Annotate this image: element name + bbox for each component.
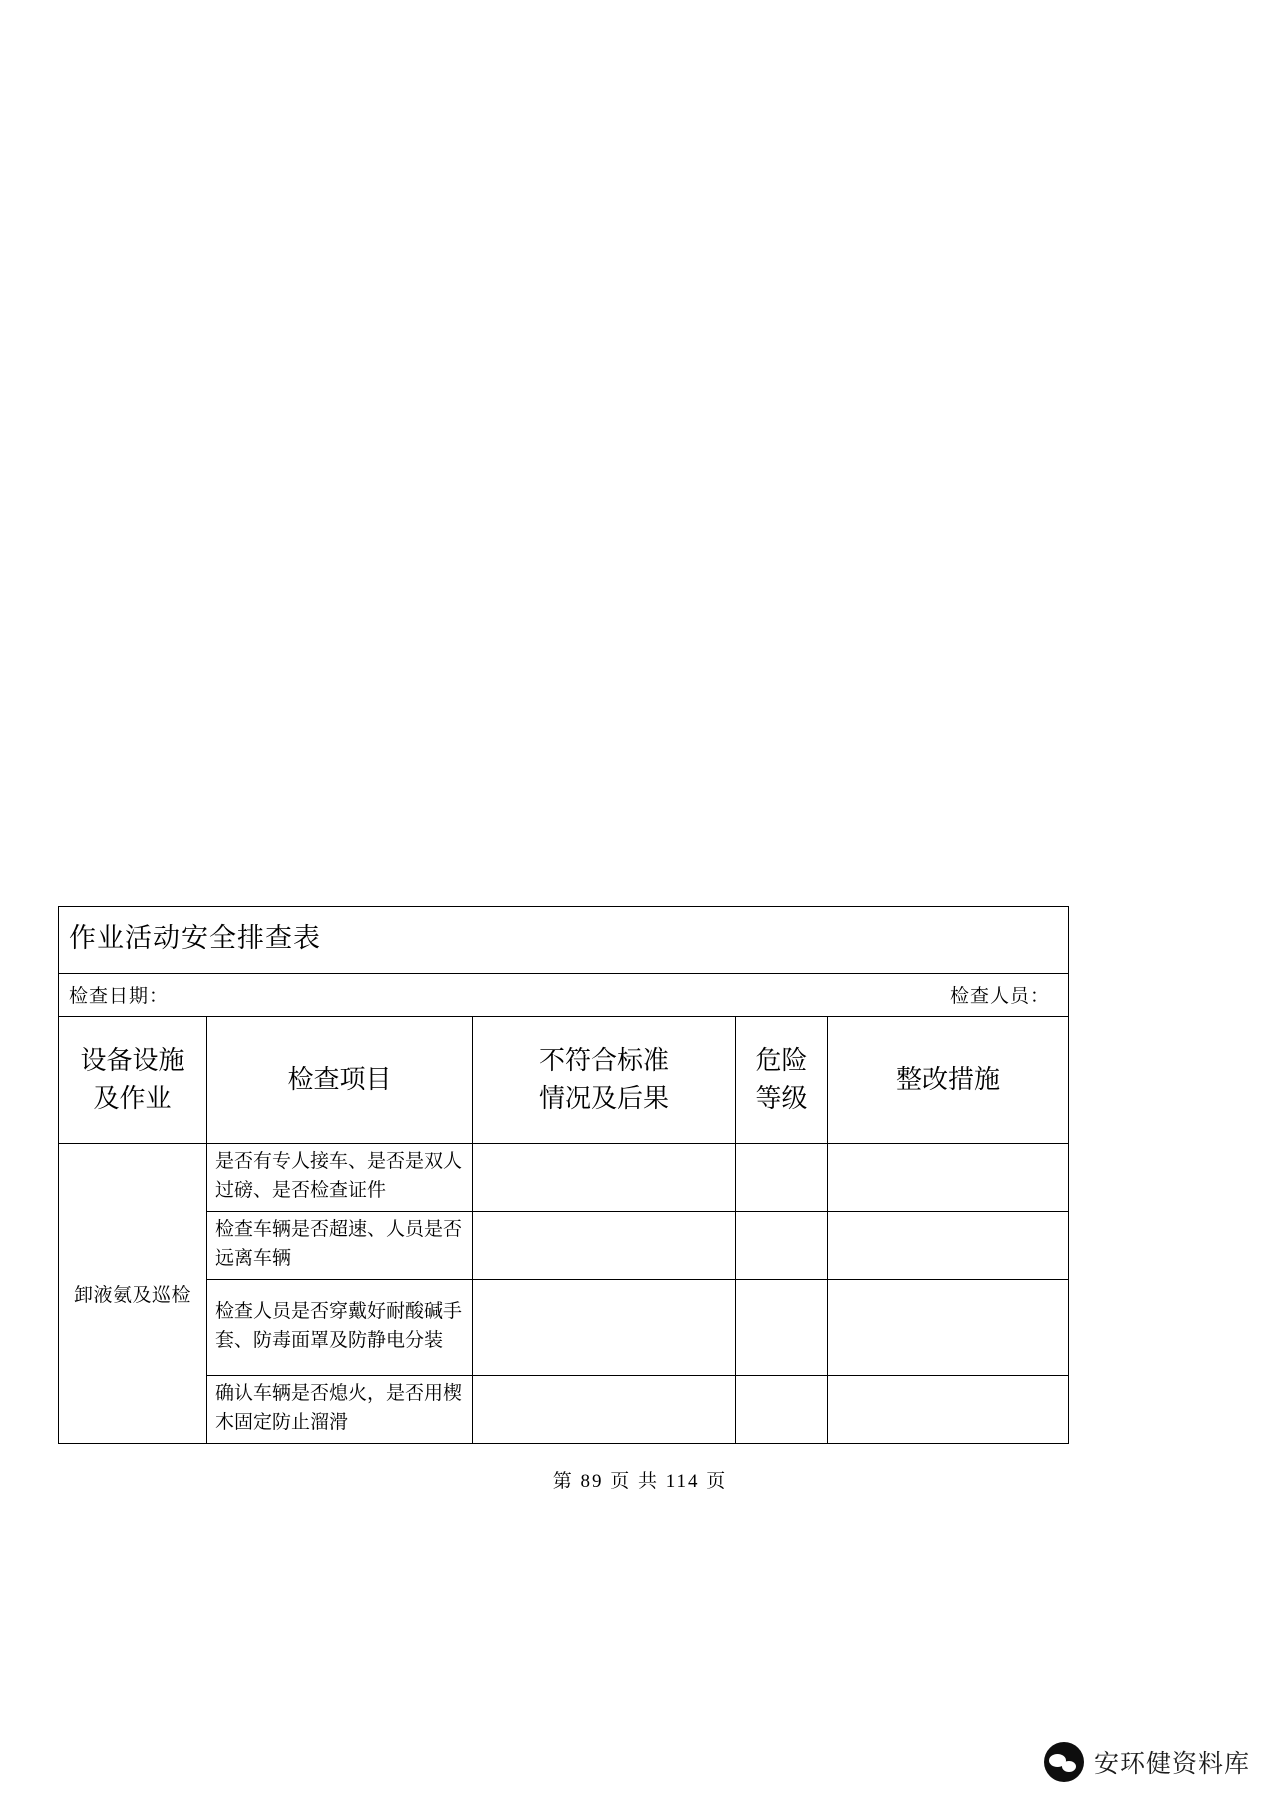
check-item-cell: 是否有专人接车、是否是双人过磅、是否检查证件 <box>207 1144 473 1212</box>
checklist-table-wrapper <box>58 906 1068 1444</box>
category-cell: 卸液氨及巡检 <box>59 1144 207 1444</box>
page-number-text: 第 89 页 共 114 页 <box>552 1471 728 1492</box>
header-equipment-line2: 及作业 <box>93 1084 172 1113</box>
meta-inner <box>69 981 1058 1008</box>
header-equipment <box>59 1017 207 1144</box>
risk-level-cell <box>736 1376 828 1444</box>
table-row <box>59 1212 1069 1280</box>
checklist-table <box>58 906 1069 1444</box>
header-nonconformity-line1: 不符合标准 <box>538 1046 669 1076</box>
check-item-cell: 确认车辆是否熄火，是否用楔木固定防止溜滑 <box>207 1376 473 1444</box>
header-equipment-line1: 设备设施 <box>80 1046 185 1076</box>
header-risk-level-line1: 危险 <box>755 1046 808 1076</box>
header-corrective <box>828 1017 1069 1144</box>
table-row <box>59 1376 1069 1444</box>
nonconformity-cell <box>473 1376 736 1444</box>
risk-level-cell <box>736 1280 828 1376</box>
corrective-cell <box>828 1212 1069 1280</box>
check-item-cell: 检查车辆是否超速、人员是否远离车辆 <box>207 1212 473 1280</box>
nonconformity-cell <box>473 1144 736 1212</box>
header-check-item-label: 检查项目 <box>287 1065 392 1095</box>
corrective-cell <box>828 1376 1069 1444</box>
nonconformity-cell <box>473 1280 736 1376</box>
check-item-cell: 检查人员是否穿戴好耐酸碱手套、防毒面罩及防静电分装 <box>207 1280 473 1376</box>
header-risk-level <box>736 1017 828 1144</box>
page-footer <box>0 1466 1280 1493</box>
corrective-cell <box>828 1144 1069 1212</box>
header-nonconformity <box>473 1017 736 1144</box>
nonconformity-cell <box>473 1212 736 1280</box>
table-row <box>59 1144 1069 1212</box>
inspector-label: 检查人员： <box>950 985 1051 1007</box>
header-corrective-label: 整改措施 <box>896 1065 1001 1095</box>
table-title: 作业活动安全排查表 <box>59 907 1069 974</box>
watermark <box>1044 1742 1250 1782</box>
watermark-text: 安环健资料库 <box>1093 1750 1250 1778</box>
meta-cell <box>59 974 1069 1017</box>
wechat-icon <box>1044 1742 1084 1782</box>
table-title-row <box>59 907 1069 974</box>
table-header-row <box>59 1017 1069 1144</box>
header-nonconformity-line2: 情况及后果 <box>538 1084 669 1113</box>
table-meta-row <box>59 974 1069 1017</box>
header-risk-level-line2: 等级 <box>755 1084 808 1113</box>
inspection-date-label: 检查日期： <box>69 985 170 1007</box>
table-row <box>59 1280 1069 1376</box>
corrective-cell <box>828 1280 1069 1376</box>
header-check-item <box>207 1017 473 1144</box>
risk-level-cell <box>736 1212 828 1280</box>
risk-level-cell <box>736 1144 828 1212</box>
